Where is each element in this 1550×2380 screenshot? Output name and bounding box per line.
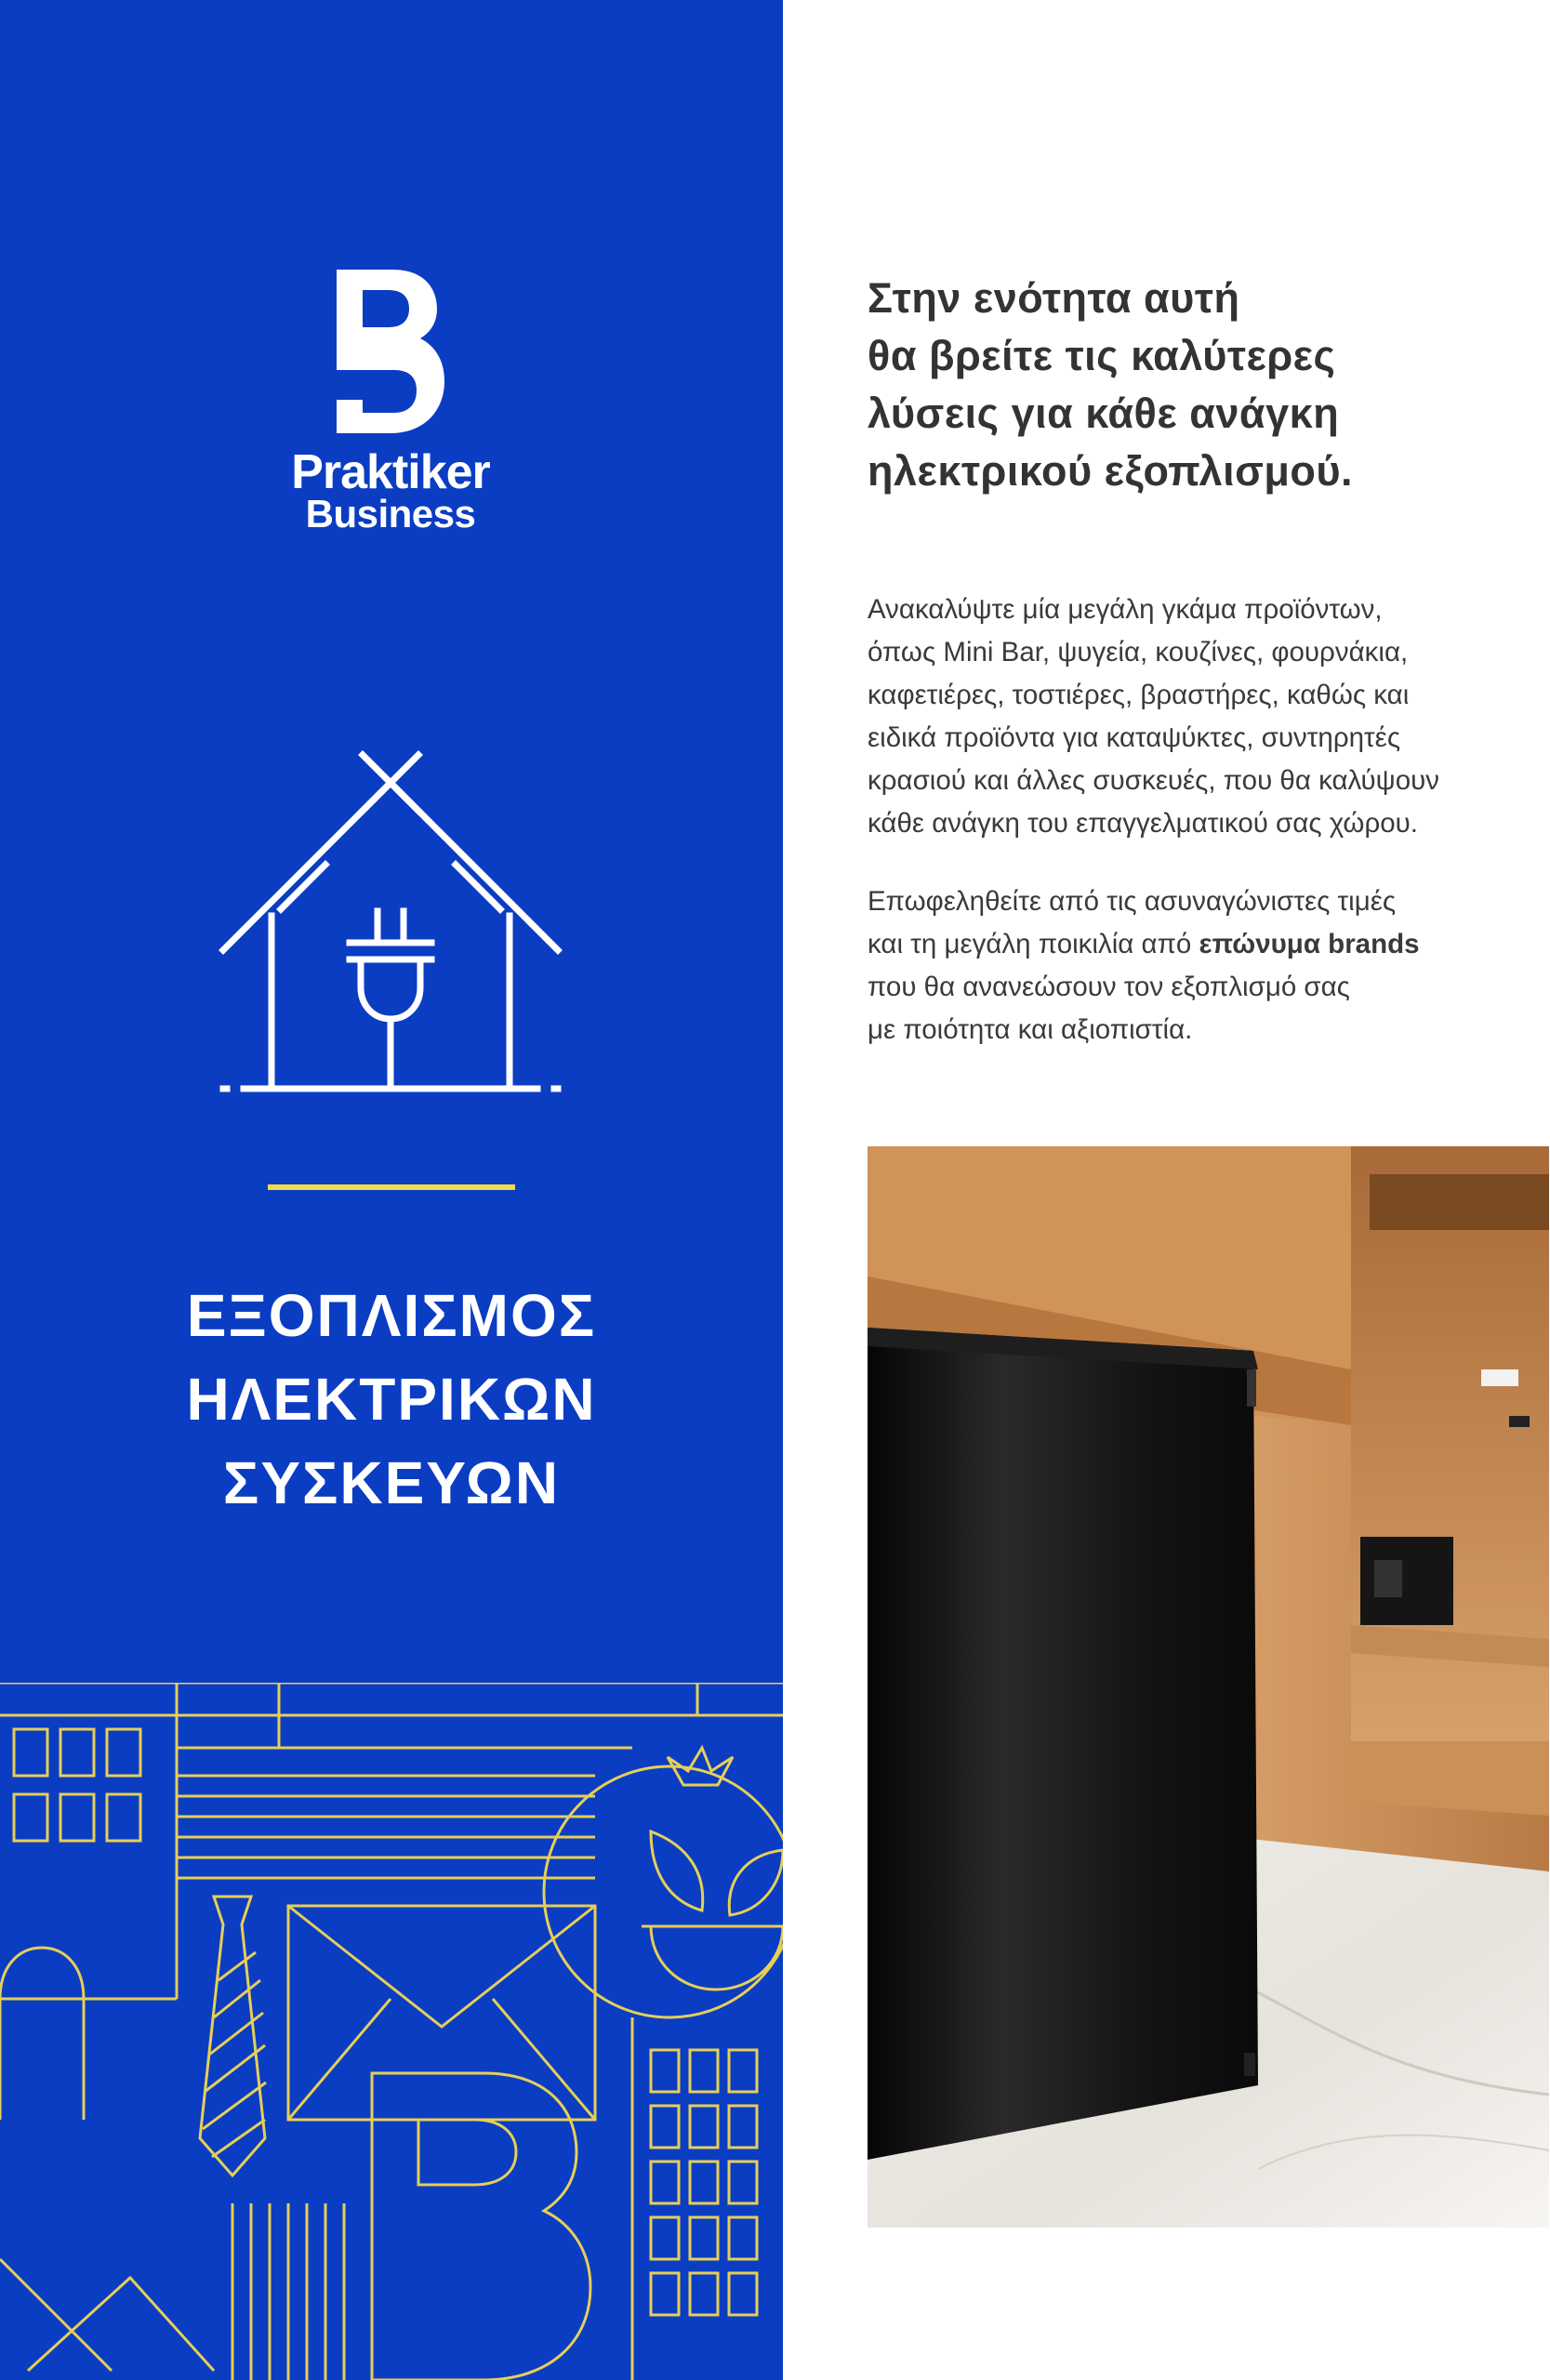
paragraph-1-line-5: κρασιού και άλλες συσκευές, που θα καλύψουν [868,765,1440,796]
arch-door-shape [0,1948,84,2120]
intro-paragraph-2 [868,880,1550,1051]
plant-circle-icon [544,1748,783,2017]
minibar-photo [868,1146,1549,2228]
window-grid-right [651,2050,757,2315]
section-title-line-2: ΗΛΕΚΤΡΙΚΩΝ [186,1366,597,1433]
headline-line-4: ηλεκτρικού εξοπλισμού. [868,447,1354,495]
vertical-stripes [232,2203,344,2380]
paragraph-2-text: και τη μεγάλη ποικιλία από [868,929,1199,959]
paragraph-2-line-1: Επωφεληθείτε από τις ασυναγώνιστες τιμές [868,886,1397,917]
triangle-envelope-shape [288,1906,595,2120]
brands-emphasis: επώνυμα brands [1199,929,1420,959]
section-title [93,1274,690,1525]
paragraph-2-line-2 [868,923,1550,966]
decorative-line-pattern [0,1683,783,2380]
necktie-icon [200,1897,266,2175]
logo-wordmark-praktiker: Praktiker [291,445,490,499]
headline-line-2: θα βρείτε τις καλύτερες [868,332,1336,379]
diamond-shape [28,2278,214,2371]
paragraph-2-line-4: με ποιότητα και αξιοπιστία. [868,1014,1193,1045]
paragraph-1-line-6: κάθε ανάγκη του επαγγελματικού σας χώρου. [868,808,1418,839]
paragraph-2-line-3: που θα ανανεώσουν τον εξοπλισμό σας [868,972,1350,1002]
praktiker-business-logo [260,270,521,549]
logo-b-mark-icon [335,270,446,437]
intro-headline [868,270,1481,500]
house-plug-icon [214,744,567,1106]
headline-line-1: Στην ενότητα αυτή [868,274,1240,322]
section-title-line-3: ΣΥΣΚΕΥΩΝ [222,1449,561,1516]
paragraph-1-line-4: ειδικά προϊόντα για καταψύκτες, συντηρητές [868,722,1401,753]
intro-paragraph-1 [868,588,1550,845]
paragraph-1-line-3: καφετιέρες, τοστιέρες, βραστήρες, καθώς και [868,680,1410,710]
paragraph-1-line-2: όπως Mini Bar, ψυγεία, κουζίνες, φουρνάκια, [868,637,1409,668]
section-divider [268,1184,515,1190]
window-grid-left [14,1729,140,1841]
logo-wordmark-business: Business [305,492,476,536]
paragraph-1-line-1: Ανακαλύψτε μία μεγάλη γκάμα προϊόντων, [868,594,1383,625]
striped-block [177,1776,595,1878]
minibar-room-illustration [868,1146,1549,2228]
headline-line-3: λύσεις για κάθε ανάγκη [868,390,1340,437]
section-title-line-1: ΕΞΟΠΛΙΣΜΟΣ [186,1282,597,1349]
